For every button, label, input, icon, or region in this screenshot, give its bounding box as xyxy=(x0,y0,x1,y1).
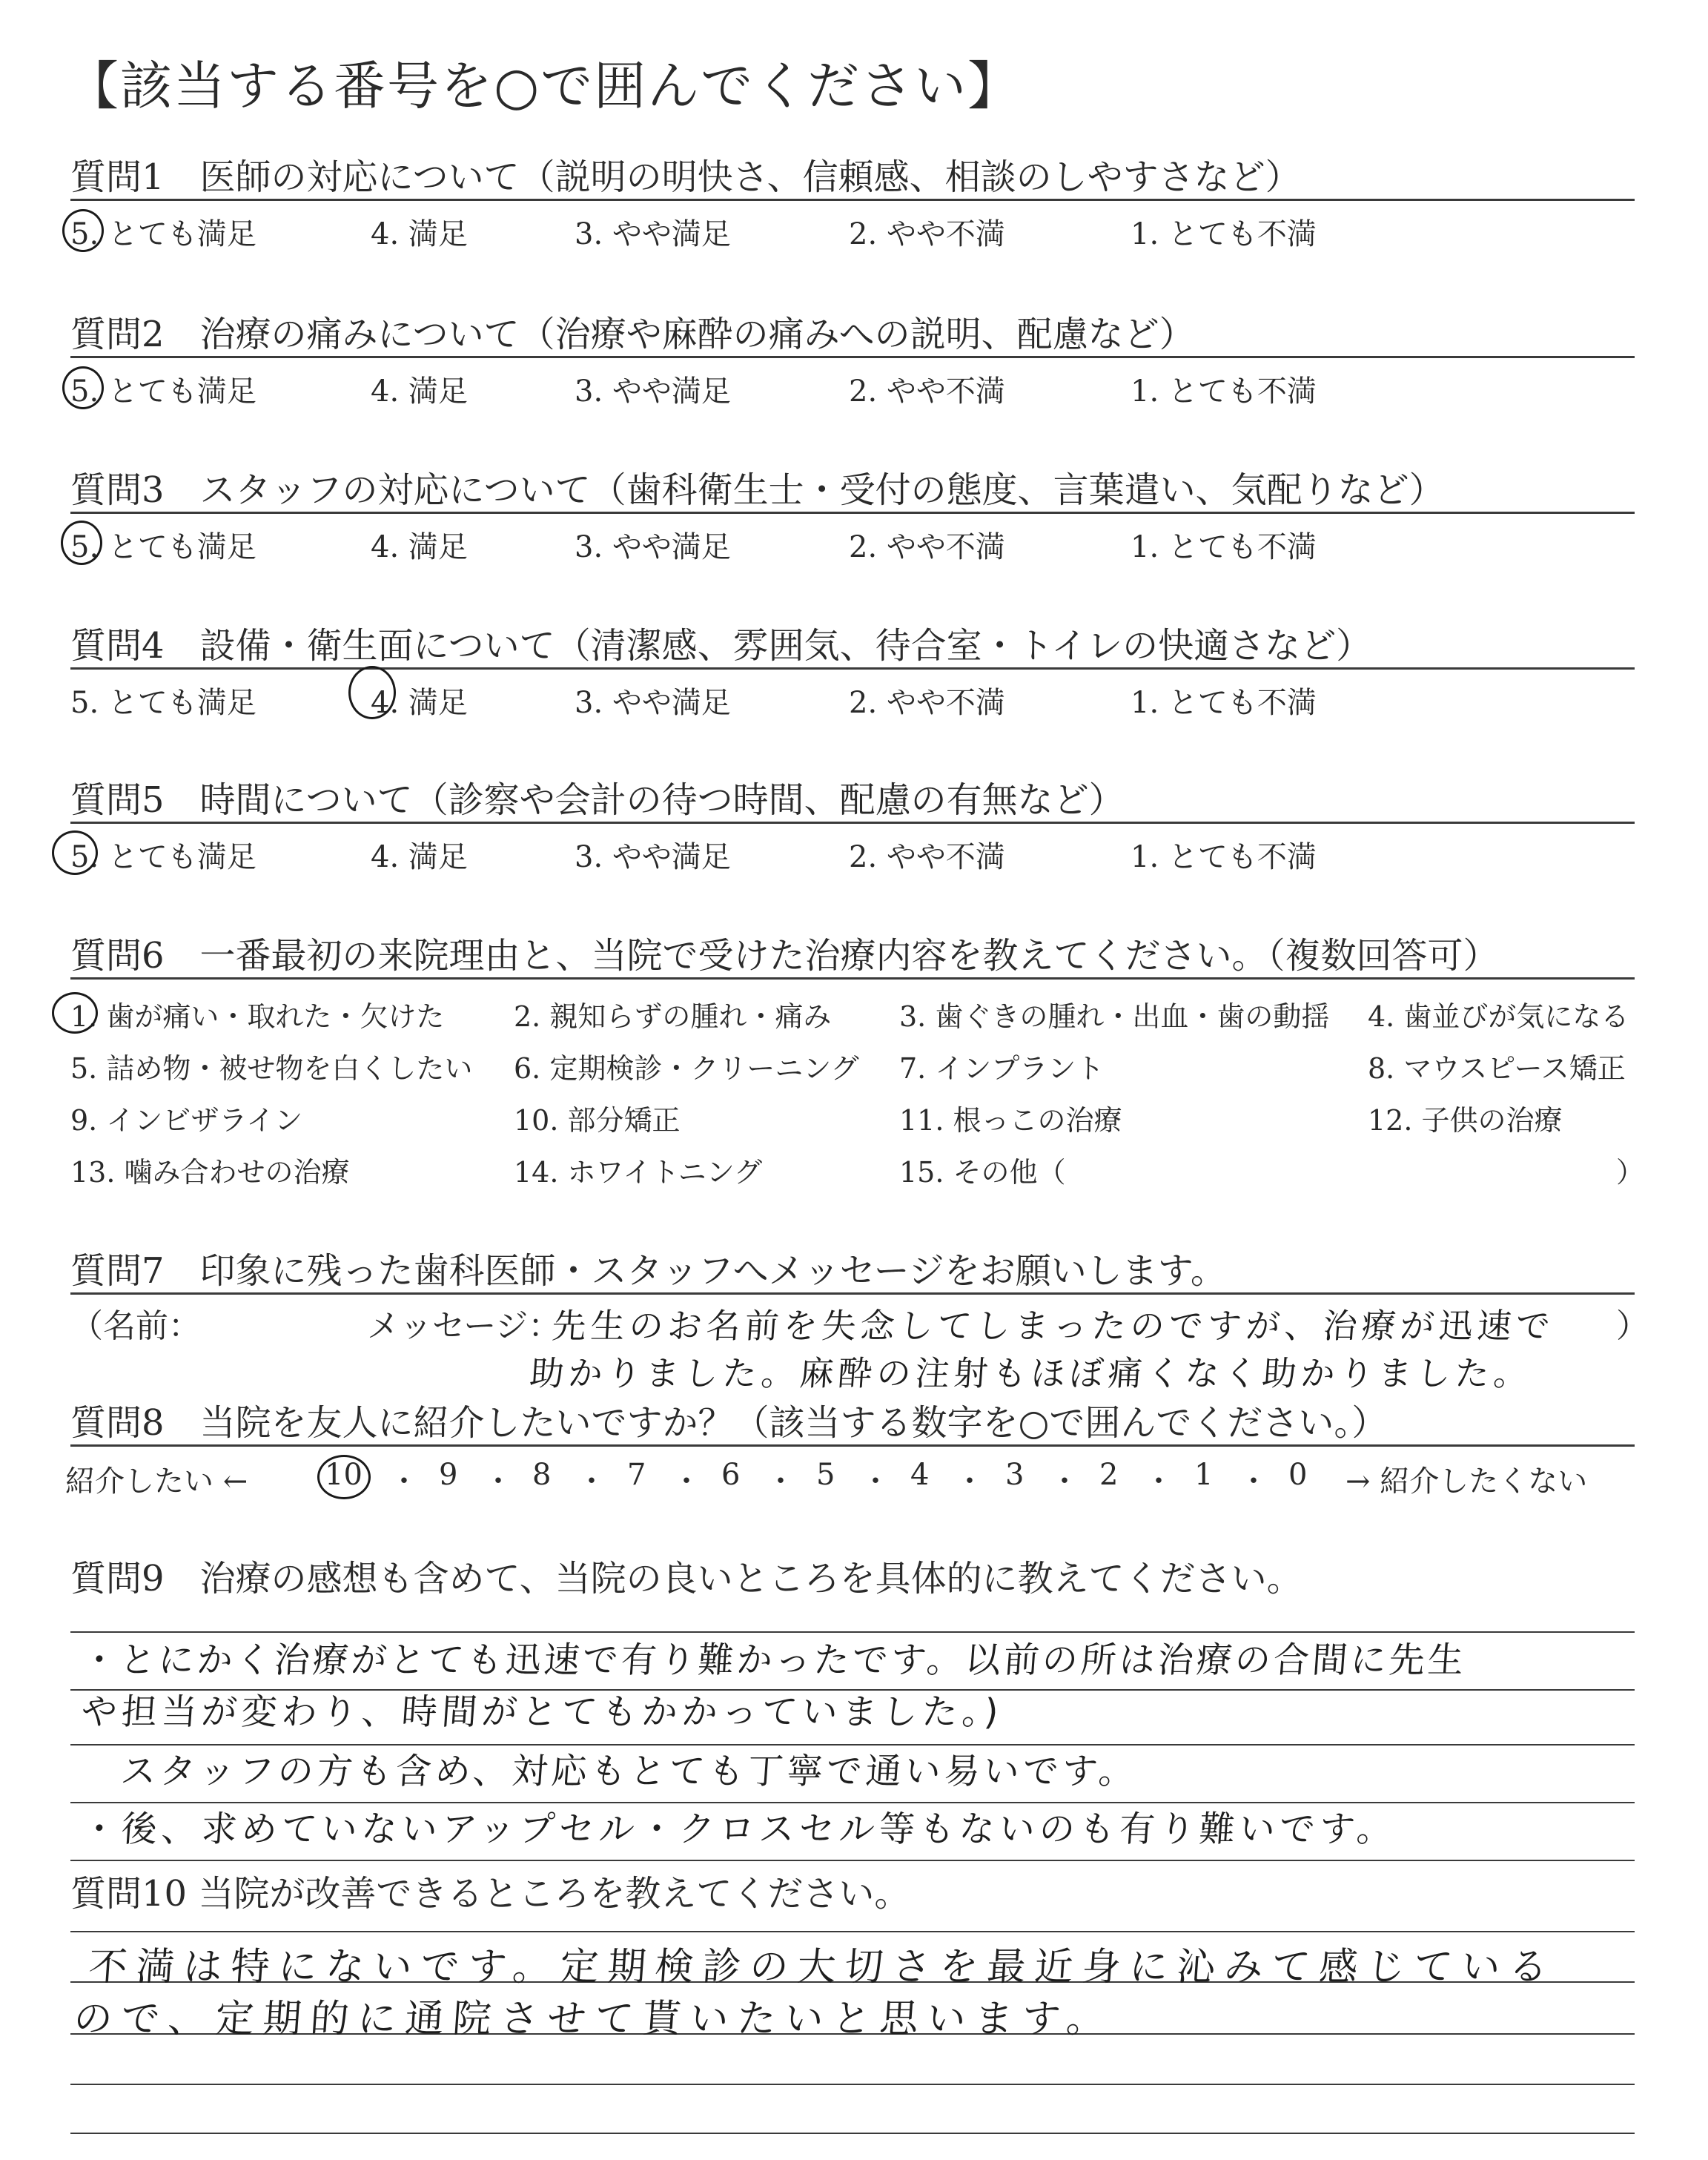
scale-separator: ・ xyxy=(861,1464,890,1499)
divider xyxy=(70,1444,1635,1447)
question-5-title: 質問5 時間について（診察や会計の待つ時間、配慮の有無など） xyxy=(70,779,1125,821)
scale-2[interactable]: 2 xyxy=(1099,1458,1119,1492)
q1-option-5[interactable]: 5. とても満足 xyxy=(70,217,256,251)
selection-circle xyxy=(61,521,102,565)
recommend-right-label: → 紹介したくない xyxy=(1345,1464,1588,1499)
scale-4[interactable]: 4 xyxy=(910,1458,930,1492)
q6-option-14[interactable]: 14. ホワイトニング xyxy=(514,1156,763,1189)
q6-option-8[interactable]: 8. マウスピース矯正 xyxy=(1368,1052,1626,1085)
q4-option-3[interactable]: 3. やや満足 xyxy=(575,686,731,720)
q5-option-2[interactable]: 2. やや不満 xyxy=(849,840,1005,874)
q5-option-4[interactable]: 4. 満足 xyxy=(371,840,468,874)
q5-option-5[interactable]: 5. とても満足 xyxy=(70,840,256,874)
q6-option-4[interactable]: 4. 歯並びが気になる xyxy=(1368,1000,1629,1033)
divider xyxy=(70,977,1635,980)
q6-option-11[interactable]: 11. 根っこの治療 xyxy=(899,1104,1122,1137)
q3-option-1[interactable]: 1. とても不満 xyxy=(1131,530,1317,564)
question-4-title: 質問4 設備・衛生面について（清潔感、雰囲気、待合室・トイレの快適さなど） xyxy=(70,625,1372,667)
selection-circle xyxy=(348,666,396,719)
question-9-title: 質問9 治療の感想も含めて、当院の良いところを具体的に教えてください。 xyxy=(70,1558,1302,1599)
question-7-title: 質問7 印象に残った歯科医師・スタッフへメッセージをお願いします。 xyxy=(70,1250,1226,1292)
scale-9[interactable]: 9 xyxy=(439,1458,458,1492)
answer-line xyxy=(70,1860,1635,1861)
scale-3[interactable]: 3 xyxy=(1005,1458,1025,1492)
q6-option-2[interactable]: 2. 親知らずの腫れ・痛み xyxy=(514,1000,832,1033)
question-10-title: 質問10 当院が改善できるところを教えてください。 xyxy=(70,1873,910,1915)
q10-answer-line-2: ので、定期的に通院させて貰いたいと思います。 xyxy=(72,1997,1116,2041)
q9-answer-line-1: ・とにかく治療がとても迅速で有り難かったです。以前の所は治療の合間に先生 xyxy=(79,1639,1468,1681)
q1-option-1[interactable]: 1. とても不満 xyxy=(1131,217,1317,251)
question-6-title: 質問6 一番最初の来院理由と、当院で受けた治療内容を教えてください。（複数回答可） xyxy=(70,935,1499,977)
q6-option-10[interactable]: 10. 部分矯正 xyxy=(514,1104,681,1137)
scale-7[interactable]: 7 xyxy=(627,1458,646,1492)
q6-option-13[interactable]: 13. 噛み合わせの治療 xyxy=(70,1156,350,1189)
question-1-title: 質問1 医師の対応について（説明の明快さ、信頼感、相談のしやすさなど） xyxy=(70,156,1301,198)
page-title: 【該当する番号を○で囲んでください】 xyxy=(67,56,1022,116)
divider xyxy=(70,1292,1635,1295)
message-label: メッセージ： xyxy=(367,1307,561,1345)
q10-answer-line-1: 不満は特にないです。定期検診の大切さを最近身に沁みて感じている xyxy=(87,1945,1558,1989)
scale-1[interactable]: 1 xyxy=(1194,1458,1214,1492)
q3-option-4[interactable]: 4. 満足 xyxy=(371,530,468,564)
selection-circle xyxy=(317,1455,371,1499)
q1-option-2[interactable]: 2. やや不満 xyxy=(849,217,1005,251)
scale-10[interactable]: 10 xyxy=(325,1458,363,1492)
question-8-title: 質問8 当院を友人に紹介したいですか？（該当する数字を○で囲んでください。） xyxy=(70,1402,1388,1444)
scale-separator: ・ xyxy=(1239,1464,1268,1499)
handwritten-message-line-2: 助かりました。麻酔の注射もほぼ痛くなく助かりました。 xyxy=(528,1353,1534,1393)
q2-option-3[interactable]: 3. やや満足 xyxy=(575,374,731,409)
scale-separator: ・ xyxy=(672,1464,701,1499)
divider xyxy=(70,822,1635,824)
q2-option-5[interactable]: 5. とても満足 xyxy=(70,374,256,409)
q9-answer-line-2: や担当が変わり、時間がとてもかかっていました。) xyxy=(79,1691,1004,1733)
q6-other-close-paren: ） xyxy=(1616,1156,1645,1189)
answer-line xyxy=(70,2133,1635,2134)
message-close-paren: ） xyxy=(1616,1307,1649,1345)
scale-separator: ・ xyxy=(1050,1464,1079,1499)
scale-separator: ・ xyxy=(389,1464,419,1499)
q3-option-3[interactable]: 3. やや満足 xyxy=(575,530,731,564)
q1-option-3[interactable]: 3. やや満足 xyxy=(575,217,731,251)
q4-option-5[interactable]: 5. とても満足 xyxy=(70,686,256,720)
recommend-left-label: 紹介したい ← xyxy=(65,1464,248,1499)
q5-option-3[interactable]: 3. やや満足 xyxy=(575,840,731,874)
divider xyxy=(70,356,1635,358)
q1-option-4[interactable]: 4. 満足 xyxy=(371,217,468,251)
q9-answer-line-4: ・後、求めていないアップセル・クロスセル等もないのも有り難いです。 xyxy=(79,1809,1398,1850)
q5-option-1[interactable]: 1. とても不満 xyxy=(1131,840,1317,874)
q6-option-5[interactable]: 5. 詰め物・被せ物を白くしたい xyxy=(70,1052,473,1085)
answer-line xyxy=(70,2084,1635,2085)
q6-option-6[interactable]: 6. 定期検診・クリーニング xyxy=(514,1052,859,1085)
q2-option-4[interactable]: 4. 満足 xyxy=(371,374,468,409)
scale-5[interactable]: 5 xyxy=(816,1458,835,1492)
q4-option-4[interactable]: 4. 満足 xyxy=(371,686,468,720)
name-label: （名前： xyxy=(70,1307,201,1345)
scale-0[interactable]: 0 xyxy=(1288,1458,1308,1492)
q6-option-9[interactable]: 9. インビザライン xyxy=(70,1104,303,1137)
q4-option-1[interactable]: 1. とても不満 xyxy=(1131,686,1317,720)
scale-separator: ・ xyxy=(766,1464,795,1499)
selection-circle xyxy=(62,366,104,409)
scale-separator: ・ xyxy=(1144,1464,1174,1499)
question-3-title: 質問3 スタッフの対応について（歯科衛生士・受付の態度、言葉遣い、気配りなど） xyxy=(70,469,1445,511)
selection-circle xyxy=(52,992,98,1034)
q3-option-5[interactable]: 5. とても満足 xyxy=(70,530,256,564)
q6-option-1[interactable]: 1. 歯が痛い・取れた・欠けた xyxy=(70,1000,445,1033)
q6-option-12[interactable]: 12. 子供の治療 xyxy=(1368,1104,1563,1137)
divider xyxy=(70,199,1635,201)
answer-line xyxy=(70,1931,1635,1932)
handwritten-message-line-1: 先生のお名前を失念してしまったのですが、治療が迅速で xyxy=(550,1306,1556,1346)
q6-option-3[interactable]: 3. 歯ぐきの腫れ・出血・歯の動揺 xyxy=(899,1000,1330,1033)
scale-6[interactable]: 6 xyxy=(721,1458,741,1492)
scale-8[interactable]: 8 xyxy=(532,1458,552,1492)
q4-option-2[interactable]: 2. やや不満 xyxy=(849,686,1005,720)
scale-separator: ・ xyxy=(955,1464,984,1499)
q3-option-2[interactable]: 2. やや不満 xyxy=(849,530,1005,564)
selection-circle xyxy=(62,209,104,252)
q6-option-15[interactable]: 15. その他（ xyxy=(899,1156,1066,1189)
question-2-title: 質問2 治療の痛みについて（治療や麻酔の痛みへの説明、配慮など） xyxy=(70,314,1195,355)
q2-option-1[interactable]: 1. とても不満 xyxy=(1131,374,1317,409)
scale-separator: ・ xyxy=(483,1464,513,1499)
scale-separator: ・ xyxy=(577,1464,606,1499)
divider xyxy=(70,512,1635,514)
q9-answer-line-3: スタッフの方も含め、対応もとても丁寧で通い易いです。 xyxy=(79,1751,1139,1792)
divider xyxy=(70,667,1635,670)
q6-option-7[interactable]: 7. インプラント xyxy=(899,1052,1105,1085)
q2-option-2[interactable]: 2. やや不満 xyxy=(849,374,1005,409)
selection-circle xyxy=(52,830,98,875)
